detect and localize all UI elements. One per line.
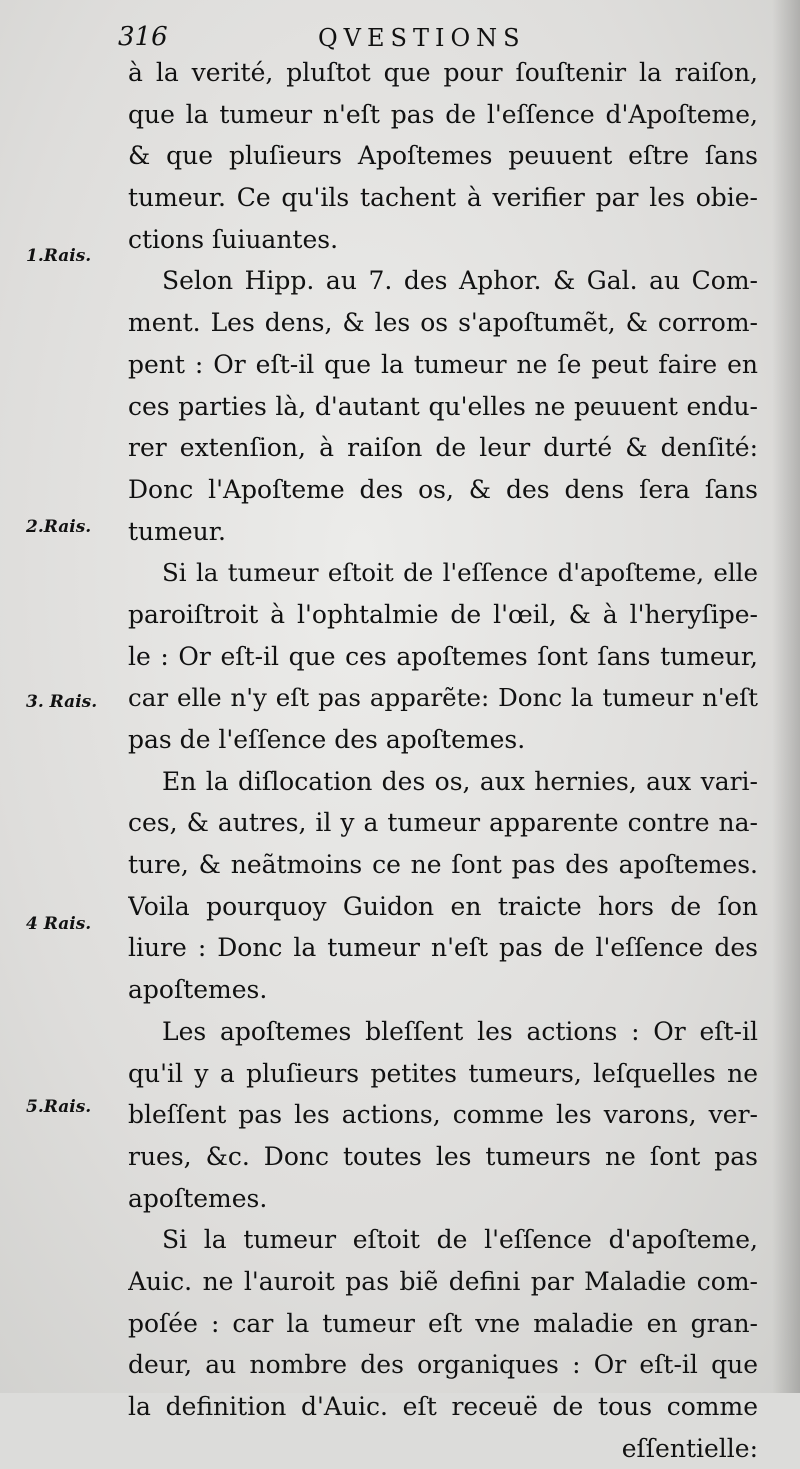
text-line: Auic. ne l'auroit pas biẽ defini par Maladie com- (128, 1266, 758, 1296)
text-line: poſée : car la tumeur eſt vne maladie en gran- (128, 1308, 758, 1338)
text-line: ces, & autres, il y a tumeur apparente contre na- (128, 808, 758, 838)
text-line: tumeur. Ce qu'ils tachent à verifier par les obie- (128, 183, 758, 213)
paragraph-start-reason-5: Si la tumeur eſtoit de l'eſſence d'apoſteme, (162, 1225, 758, 1255)
page-number: 316 (118, 22, 168, 52)
text-line: Donc l'Apoſteme des os, & des dens ſera ſans (128, 474, 758, 504)
text-line: pent : Or eſt-il que la tumeur ne ſe peut faire en (128, 349, 758, 379)
text-line: pas de l'eſſence des apoſtemes. (128, 725, 526, 754)
text-line: apoſtemes. (128, 1183, 268, 1213)
text-line: qu'il y a pluſieurs petites tumeurs, leſquelles ne (128, 1058, 758, 1088)
margin-note-reason-3: 3. Rais. (26, 692, 98, 712)
text-line: ture, & neãtmoins ce ne ſont pas des apoſtemes. (128, 850, 758, 880)
margin-note-reason-5: 5.Rais. (26, 1097, 92, 1117)
text-line: liure : Donc la tumeur n'eſt pas de l'eſſence des (128, 933, 758, 963)
text-line: rues, &c. Donc toutes les tumeurs ne ſont pas (128, 1141, 758, 1171)
text-line: bleſſent pas les actions, comme les varons, ver- (128, 1100, 758, 1130)
text-line: ces parties là, d'autant qu'elles ne peuuent endu- (128, 391, 758, 421)
text-line: paroiſtroit à l'ophtalmie de l'œil, & à l'heryſipe- (128, 599, 758, 629)
text-line: à la verité, pluſtot que pour ſouſtenir la raiſon, (128, 58, 758, 87)
paragraph-start-reason-3: En la diſlocation des os, aux hernies, aux vari- (162, 766, 758, 796)
body-text (128, 52, 758, 1469)
paragraph-start-reason-2: Si la tumeur eſtoit de l'eſſence d'apoſteme, elle (162, 558, 758, 588)
catchword-line: eſſentielle: (621, 1433, 758, 1463)
paragraph-start-reason-1: Selon Hipp. au 7. des Aphor. & Gal. au Com- (162, 266, 758, 296)
margin-note-reason-4: 4 Rais. (26, 914, 92, 934)
page-edge-shadow (772, 0, 800, 1393)
text-line: & que pluſieurs Apoſtemes peuuent eſtre ſans (128, 141, 758, 171)
text-line: car elle n'y eſt pas apparẽte: Donc la tumeur n'eſt (128, 683, 758, 713)
running-title: QVESTIONS (318, 24, 526, 52)
text-line: ctions ſuiuantes. (128, 224, 339, 254)
text-line: deur, au nombre des organiques : Or eſt-il que (128, 1350, 758, 1380)
text-line: le : Or eſt-il que ces apoſtemes ſont ſans tumeur, (128, 641, 758, 671)
text-line: Voila pourquoy Guidon en traicte hors de ſon (128, 891, 758, 921)
text-line: ment. Les dens, & les os s'apoſtumẽt, & corrom- (128, 308, 758, 338)
margin-note-reason-2: 2.Rais. (26, 517, 92, 537)
paragraph-start-reason-4: Les apoſtemes bleſſent les actions : Or eſt-il (162, 1016, 758, 1046)
text-line: la definition d'Auic. eſt receuë de tous comme (128, 1392, 758, 1421)
text-line: tumeur. (128, 516, 226, 546)
margin-note-reason-1: 1.Rais. (26, 246, 92, 266)
text-line: rer extenſion, à raiſon de leur durté & denſité: (128, 433, 758, 463)
text-line: apoſtemes. (128, 975, 268, 1005)
text-line: que la tumeur n'eſt pas de l'eſſence d'Apoſteme, (128, 99, 758, 129)
